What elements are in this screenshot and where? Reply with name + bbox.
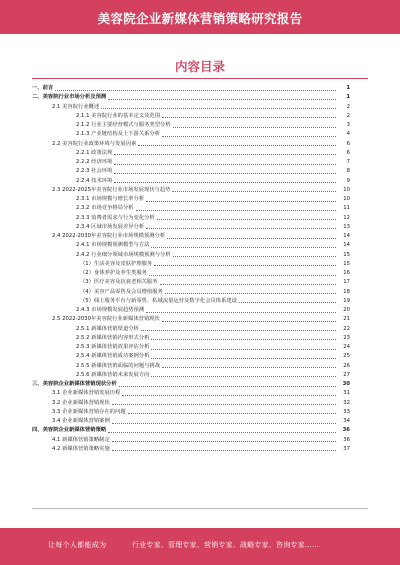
toc-entry-label: （2）身体养护及养生类服务 [80, 270, 147, 276]
toc-dot-leader [151, 375, 336, 377]
toc-entry-page: 25 [343, 353, 350, 360]
toc-entry[interactable] [32, 352, 350, 361]
toc-entry-page: 30 [342, 381, 350, 387]
toc-entry[interactable] [32, 426, 350, 435]
toc-entry[interactable] [32, 380, 350, 389]
toc-entry-label: 2.5.5 新媒体营销面临的问题与挑战 [76, 362, 161, 369]
toc-entry-label: （1）生活美容及皮肤护理服务 [80, 260, 153, 267]
toc-entry-label: 2.1.2 行业主要经营模式与服务类型分析 [76, 122, 171, 128]
toc-dot-leader [160, 283, 336, 285]
toc-entry[interactable] [32, 260, 350, 269]
toc-dot-leader [108, 98, 336, 100]
toc-entry-page: 27 [343, 371, 350, 378]
toc-entry-page: 14 [343, 242, 350, 249]
toc-entry-page: 13 [343, 223, 350, 230]
toc-entry-label: 3.3 企业新媒体营销存在的问题 [52, 408, 126, 415]
toc-entry-label: 2.2.1 政策法规 [76, 149, 113, 156]
toc-entry-label: 2.5.4 新媒体营销成功案例分析 [76, 353, 150, 360]
toc-entry[interactable] [32, 297, 350, 306]
toc-entry-page: 15 [343, 251, 350, 258]
toc-entry[interactable] [32, 334, 350, 343]
toc-entry[interactable] [32, 195, 350, 204]
toc-dot-leader [157, 218, 336, 220]
toc-entry-label: 2.5.6 新媒体营销未来发展方向 [76, 371, 150, 378]
toc-entry-label: 3.4 企业新媒体营销案例 [52, 418, 110, 424]
footer-banner [0, 528, 400, 565]
toc-dot-leader [162, 366, 336, 368]
toc-dot-leader [146, 200, 336, 202]
toc-entry-page: 2 [346, 112, 350, 119]
footer-slogan: 让每个人都能成为 [48, 541, 107, 549]
toc-entry[interactable] [32, 140, 350, 149]
toc-dot-leader [112, 440, 336, 442]
toc-dot-leader [122, 394, 336, 396]
toc-entry-label: 2.5.1 新媒体营销渠道分析 [76, 325, 139, 332]
toc-entry-label: 二、美容院行业市场分析及预测 [32, 94, 107, 101]
toc-entry-page: 14 [343, 233, 350, 239]
toc-entry[interactable] [32, 232, 350, 241]
toc-entry-page: 8 [346, 168, 350, 175]
toc-entry[interactable] [32, 241, 350, 250]
toc-entry[interactable] [32, 251, 350, 260]
toc-dot-leader [154, 264, 336, 266]
footer-roles: 行业专家、管理专家、营销专家、战略专家、咨询专家…… [132, 541, 320, 549]
toc-entry-label: 2.3.1 市场规模与增长率分析 [76, 196, 145, 202]
toc-entry[interactable] [32, 362, 350, 371]
toc-entry-page: 11 [343, 205, 350, 212]
toc-entry-label: 2.2.2 经济环境 [76, 159, 113, 165]
toc-entry-label: 2.4.2 行业细分领域市场规模预测与分析 [76, 251, 171, 258]
toc-entry-label: 2.4.3 市场规模发展趋势预测 [76, 307, 145, 313]
toc-entry-label: 2.2.3 社会环境 [76, 168, 113, 175]
toc-entry-page: 12 [343, 214, 350, 221]
toc-dot-leader [112, 449, 336, 451]
toc-entry-page: 10 [343, 196, 350, 202]
toc-entry-label: 2.1 美容院行业概述 [52, 103, 100, 110]
toc-entry-page: 34 [343, 418, 350, 424]
toc-title: 内容目录 [174, 59, 225, 74]
toc-entry-label: 2.3.3 消费者需求与行为变化分析 [76, 214, 155, 221]
toc-entry-page: 3 [346, 122, 350, 128]
toc-entry-label: 3.1 企业新媒体营销发展历程 [52, 390, 121, 397]
toc-entry[interactable] [32, 103, 350, 112]
toc-entry[interactable] [32, 269, 350, 278]
toc-entry[interactable] [32, 112, 350, 121]
toc-entry-page: 36 [343, 436, 350, 443]
toc-dot-leader [173, 126, 336, 128]
toc-dot-leader [165, 292, 336, 294]
toc-dot-leader [101, 107, 336, 109]
toc-entry[interactable] [32, 158, 350, 167]
toc-dot-leader [114, 153, 336, 155]
toc-entry-label: 2.5 2022-2030年美容院行业新媒体营销现状 [52, 316, 160, 323]
toc-entry[interactable] [32, 177, 350, 186]
toc-entry-label: （4）美容产品零售及会员增值服务 [80, 288, 163, 295]
toc-entry-page: 17 [343, 279, 350, 286]
toc-dot-leader [162, 116, 336, 118]
toc-entry-label: 2.4 2022-2030年美容院行业市场规模预测分析 [52, 233, 166, 239]
toc-entry[interactable] [32, 121, 350, 130]
toc-entry[interactable] [32, 130, 350, 139]
bottom-divider [32, 508, 368, 509]
toc-entry-label: 2.1.1 美容院行业的基本定义及范围 [76, 112, 161, 119]
toc-entry-label: 2.5.3 新媒体营销效果评估分析 [76, 344, 150, 350]
toc-entry-page: 1 [346, 85, 350, 91]
toc-dot-leader [112, 403, 336, 405]
toc-entry[interactable] [32, 167, 350, 176]
toc-entry-page: 24 [343, 344, 350, 350]
toc-entry-page: 33 [343, 408, 350, 415]
toc-dot-leader [114, 163, 336, 165]
toc-entry-page: 20 [343, 307, 350, 313]
toc-dot-leader [151, 246, 336, 248]
toc-entry-page: 32 [343, 399, 350, 406]
toc-dot-leader [173, 255, 336, 257]
toc-entry-page: 36 [342, 427, 350, 434]
toc-dot-leader [138, 144, 336, 146]
toc-entry[interactable] [32, 214, 350, 223]
toc-entry-page: 6 [346, 140, 350, 147]
report-title: 美容院企业新媒体营销策略研究报告 [97, 11, 303, 26]
toc-entry-label: 2.3 2022-2025年美容院行业市场发展现状与趋势 [52, 186, 171, 193]
toc-entry-page: 19 [343, 297, 350, 304]
toc-entry-label: 3.2 企业新媒体营销现状 [52, 399, 110, 406]
toc-dot-leader [146, 311, 336, 313]
toc-dot-leader [114, 172, 336, 174]
toc-entry[interactable] [32, 93, 350, 102]
toc-dot-leader [146, 227, 336, 229]
toc-title-divider [32, 78, 368, 79]
toc-dot-leader [162, 320, 336, 322]
toc-entry-page: 21 [343, 316, 350, 323]
table-of-contents [32, 84, 350, 454]
toc-entry-label: 4.2 新媒体营销策略实施 [52, 445, 110, 452]
toc-entry-label: 2.4.1 市场规模预测模型与方法 [76, 242, 150, 249]
toc-entry-page: 7 [346, 159, 350, 165]
toc-dot-leader [55, 89, 336, 91]
toc-entry[interactable] [32, 325, 350, 334]
toc-entry-page: 6 [346, 149, 350, 156]
toc-entry-page: 4 [346, 131, 350, 138]
toc-entry-page: 18 [343, 288, 350, 295]
toc-entry-page: 37 [343, 445, 350, 452]
toc-dot-leader [167, 237, 336, 239]
toc-entry-page: 15 [343, 260, 350, 267]
toc-dot-leader [112, 422, 336, 424]
toc-dot-leader [172, 190, 336, 192]
toc-entry-page: 16 [343, 270, 350, 276]
toc-dot-leader [141, 329, 336, 331]
toc-entry-page: 31 [343, 390, 350, 397]
toc-entry[interactable] [32, 223, 350, 232]
toc-entry-label: 4.1 新媒体营销策略制定 [52, 436, 110, 443]
toc-entry-page: 26 [343, 362, 350, 369]
toc-dot-leader [151, 338, 336, 340]
toc-entry[interactable] [32, 371, 350, 380]
toc-entry-label: 2.5.2 新媒体营销内容形式分析 [76, 334, 150, 341]
toc-dot-leader [151, 348, 336, 350]
toc-entry-page: 22 [343, 325, 350, 332]
toc-dot-leader [128, 412, 336, 414]
toc-entry[interactable] [32, 417, 350, 426]
toc-entry[interactable] [32, 84, 350, 93]
toc-entry-label: 2.3.4 区域市场发展差异分析 [76, 223, 145, 230]
toc-entry[interactable] [32, 343, 350, 352]
toc-entry[interactable] [32, 445, 350, 454]
toc-entry-page: 2 [346, 103, 350, 110]
toc-dot-leader [108, 431, 336, 433]
toc-dot-leader [162, 135, 336, 137]
toc-dot-leader [151, 357, 336, 359]
toc-entry-label: 四、美容院企业新媒体营销策略 [32, 427, 107, 434]
toc-entry[interactable] [32, 149, 350, 158]
toc-entry-page: 1 [346, 94, 350, 101]
toc-dot-leader [239, 301, 336, 303]
toc-entry[interactable] [32, 306, 350, 315]
toc-entry-label: 三、美容院企业新媒体营销现状分析 [32, 381, 117, 387]
header-banner [0, 0, 400, 34]
toc-dot-leader [136, 209, 336, 211]
toc-entry-label: 2.2.4 技术环境 [76, 177, 113, 184]
toc-entry[interactable] [32, 389, 350, 398]
toc-entry-label: （5）线上服务平台与新零售、私域流量运营及数字化会员体系建设 [80, 297, 237, 304]
toc-entry-page: 23 [343, 334, 350, 341]
toc-dot-leader [119, 385, 336, 387]
toc-entry-label: 2.2 美容院行业政策环境与发展因素 [52, 140, 137, 147]
toc-entry-page: 9 [346, 177, 350, 184]
toc-entry-label: 一、前言 [32, 85, 54, 91]
toc-entry-label: （3）医疗美容及抗衰老相关服务 [80, 279, 158, 286]
toc-entry[interactable] [32, 399, 350, 408]
toc-entry[interactable] [32, 408, 350, 417]
toc-entry-label: 2.1.3 产业链结构及上下游关系分析 [76, 131, 161, 138]
toc-entry[interactable] [32, 204, 350, 213]
toc-entry[interactable] [32, 288, 350, 297]
toc-entry-label: 2.3.2 市场竞争格局分析 [76, 205, 134, 212]
toc-dot-leader [149, 274, 336, 276]
toc-entry[interactable] [32, 186, 350, 195]
toc-entry-page: 10 [343, 186, 350, 193]
toc-entry[interactable] [32, 315, 350, 324]
toc-entry[interactable] [32, 436, 350, 445]
toc-entry[interactable] [32, 278, 350, 287]
toc-dot-leader [114, 181, 336, 183]
